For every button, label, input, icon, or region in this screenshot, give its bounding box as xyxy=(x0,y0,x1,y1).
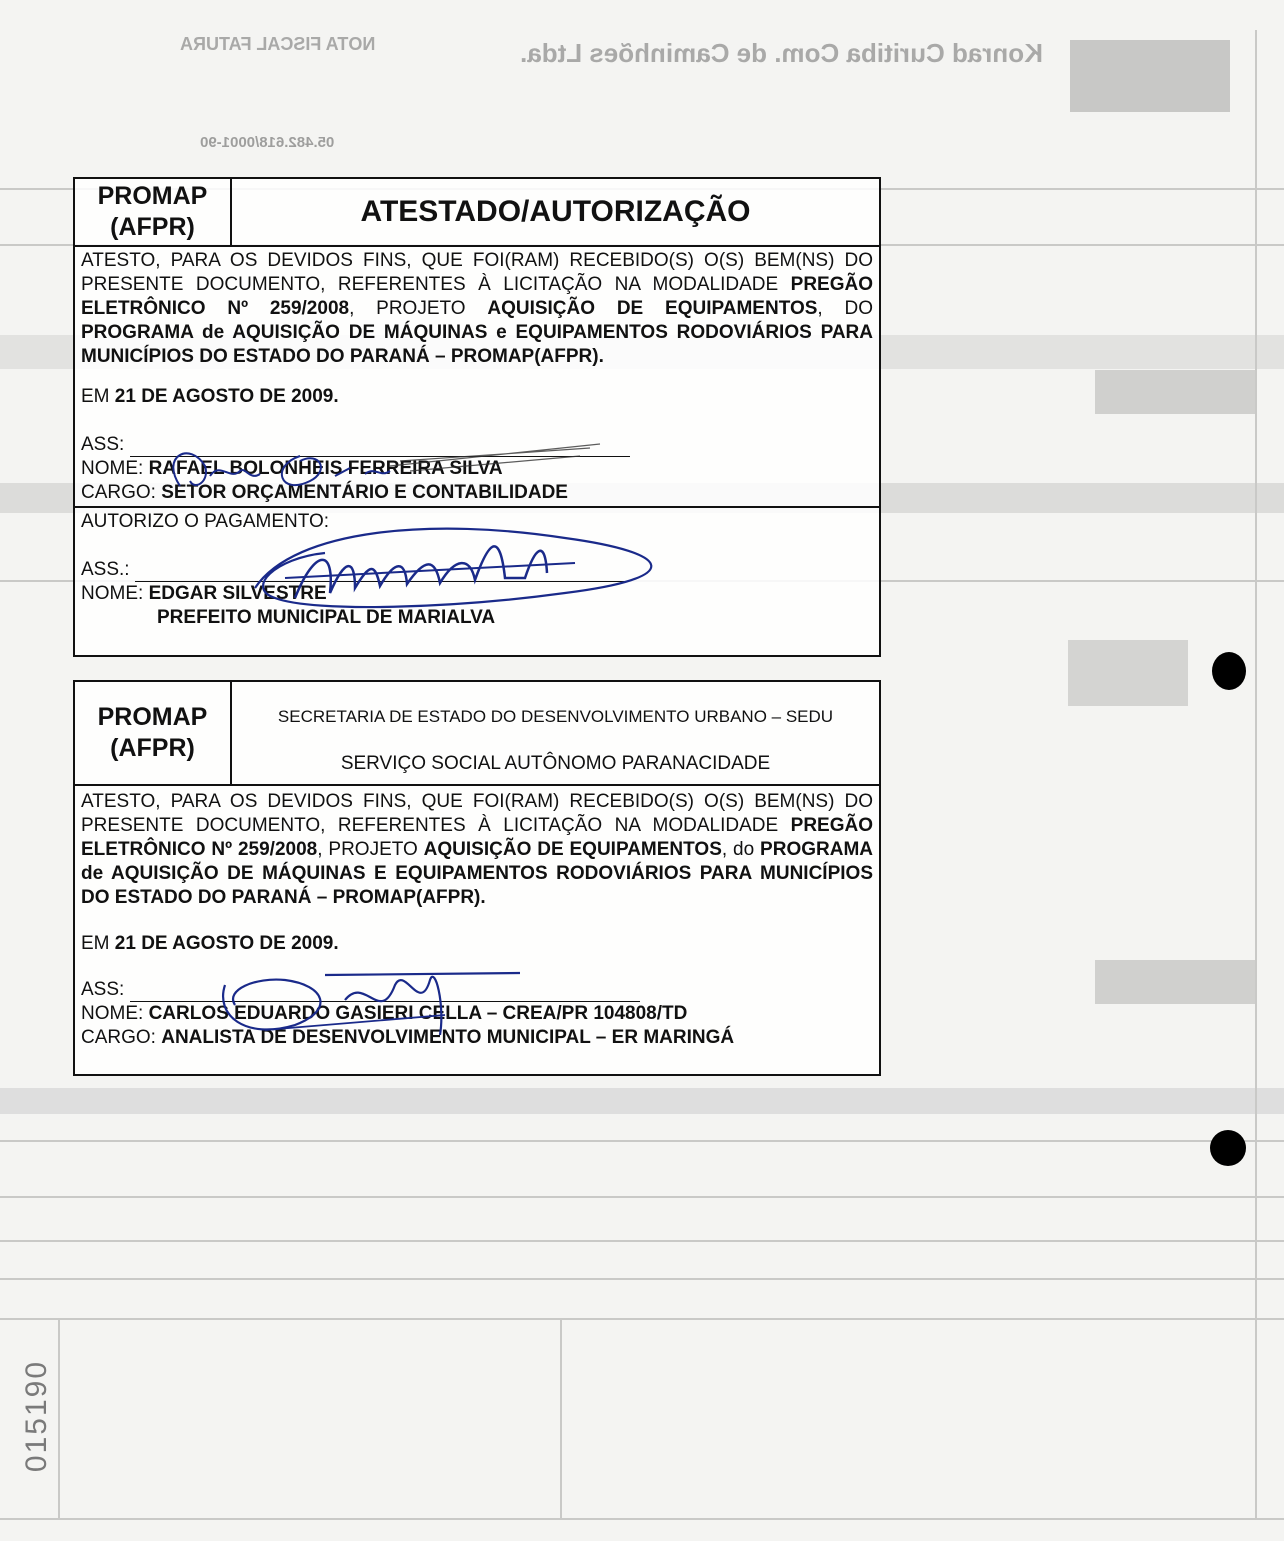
form-line xyxy=(0,1518,1284,1520)
form-line xyxy=(0,1140,1284,1142)
company-name-mirrored: Konrad Curitiba Com. de Caminhões Ltda. xyxy=(520,38,1043,68)
stamp-org xyxy=(75,682,232,784)
cargo-row xyxy=(75,481,879,508)
cargo-label: CARGO: xyxy=(81,1027,156,1048)
body-bold: AQUISIÇÃO DE EQUIPAMENTOS xyxy=(423,839,722,860)
body-text: , do xyxy=(721,839,761,860)
secretaria-text: SECRETARIA DE ESTADO DO DESENVOLVIMENTO URBANO – SEDU xyxy=(277,707,834,726)
punch-hole xyxy=(1210,1130,1246,1166)
signature-row xyxy=(75,433,879,457)
cargo-row xyxy=(75,1026,879,1050)
form-line xyxy=(0,1240,1284,1242)
role-row xyxy=(75,606,879,630)
body-text: ATESTO, PARA OS DEVIDOS FINS, QUE FOI(RAM) RECEBIDO(S) O(S) BEM(NS) DO PRESENTE DOCUMENTO, REFERENTES À LICITAÇÃO NA MODALIDADE xyxy=(81,250,873,295)
date-row xyxy=(75,932,879,956)
stamp-header-text xyxy=(232,682,879,784)
barcode-area xyxy=(1070,40,1230,112)
cargo-value: ANALISTA DE DESENVOLVIMENTO MUNICIPAL – ER MARINGÁ xyxy=(161,1027,735,1048)
punch-hole xyxy=(1212,652,1246,690)
name-row-2 xyxy=(75,582,879,606)
nome-label: NOME: xyxy=(81,1003,144,1024)
body-bold: AQUISIÇÃO DE EQUIPAMENTOS xyxy=(487,298,818,319)
date-prefix: EM xyxy=(81,933,110,954)
body-text: , PROJETO xyxy=(317,839,424,860)
nota-fiscal-mirrored: NOTA FISCAL FATURA xyxy=(180,34,376,54)
stamp-sedu-paranacidade xyxy=(73,680,881,1076)
attestation-paragraph xyxy=(75,249,879,369)
date-value: 21 DE AGOSTO DE 2009. xyxy=(114,386,339,407)
date-value: 21 DE AGOSTO DE 2009. xyxy=(114,933,339,954)
date-row xyxy=(75,385,879,409)
body-text: , DO xyxy=(817,298,873,319)
nome-label: NOME: xyxy=(81,458,144,479)
stamp-atestado-autorizacao xyxy=(73,177,881,657)
ass2-label: ASS.: xyxy=(81,559,130,580)
body-text: , PROJETO xyxy=(349,298,488,319)
name-row xyxy=(75,457,879,481)
form-cell xyxy=(1095,370,1255,414)
date-prefix: EM xyxy=(81,386,110,407)
form-line xyxy=(0,1318,1284,1320)
nome-value: RAFAEL BOLONHEIS FERREIRA SILVA xyxy=(148,458,503,479)
attestation-paragraph xyxy=(75,790,879,910)
org-line2: (AFPR) xyxy=(110,213,195,241)
cnpj-mirrored: 05.482.618/0001-90 xyxy=(200,134,335,151)
side-document-number: 015190 xyxy=(20,1360,53,1473)
stamp-title: ATESTADO/AUTORIZAÇÃO xyxy=(360,195,751,228)
org-line1: PROMAP xyxy=(97,703,208,731)
name-row xyxy=(75,1002,879,1026)
signature-row-2 xyxy=(75,558,879,582)
form-line xyxy=(0,1278,1284,1280)
form-line xyxy=(0,1196,1284,1198)
form-line xyxy=(58,1318,60,1518)
autorizo-text: AUTORIZO O PAGAMENTO: xyxy=(81,511,330,532)
nome2-label: NOME: xyxy=(81,583,144,604)
servico-text: SERVIÇO SOCIAL AUTÔNOMO PARANACIDADE xyxy=(340,753,771,774)
cargo-label: CARGO: xyxy=(81,482,156,503)
nome2-role: PREFEITO MUNICIPAL DE MARIALVA xyxy=(157,607,496,628)
body-text: ATESTO, PARA OS DEVIDOS FINS, QUE FOI(RAM) RECEBIDO(S) O(S) BEM(NS) DO PRESENTE DOCUMENTO, REFERENTES À LICITAÇÃO NA MODALIDADE xyxy=(81,791,873,836)
nome2-value: EDGAR SILVESTRE xyxy=(148,583,327,604)
stamp-org xyxy=(75,179,232,245)
stamp-header xyxy=(75,682,879,786)
authorization-row xyxy=(75,510,879,534)
body-bold: PROGRAMA de AQUISIÇÃO DE MÁQUINAS E EQUIPAMENTOS RODOVIÁRIOS PARA MUNICÍPIOS DO ESTADO DO PARANÁ – PROMAP(AFPR). xyxy=(81,839,873,908)
form-line xyxy=(1255,30,1257,1520)
body-bold: PROGRAMA de AQUISIÇÃO DE MÁQUINAS e EQUIPAMENTOS RODOVIÁRIOS PARA MUNICÍPIOS DO ESTADO DO PARANÁ – PROMAP(AFPR). xyxy=(81,322,873,367)
cargo-value: SETOR ORÇAMENTÁRIO E CONTABILIDADE xyxy=(161,482,568,503)
org-line1: PROMAP xyxy=(97,182,208,210)
form-band xyxy=(0,1088,1284,1114)
body-bold: PREGÃO ELETRÔNICO Nº 259/2008 xyxy=(81,815,873,860)
ass-label: ASS: xyxy=(81,434,125,455)
form-line xyxy=(560,1318,562,1518)
body-bold: PREGÃO ELETRÔNICO Nº 259/2008 xyxy=(81,274,873,319)
stamp-header xyxy=(75,179,879,247)
org-line2: (AFPR) xyxy=(110,734,195,762)
nome-value: CARLOS EDUARDO GASIERI CELLA – CREA/PR 104808/TD xyxy=(148,1003,688,1024)
ass-label: ASS: xyxy=(81,979,125,1000)
form-cell xyxy=(1068,640,1188,706)
signature-row xyxy=(75,978,879,1002)
form-cell xyxy=(1095,960,1255,1004)
